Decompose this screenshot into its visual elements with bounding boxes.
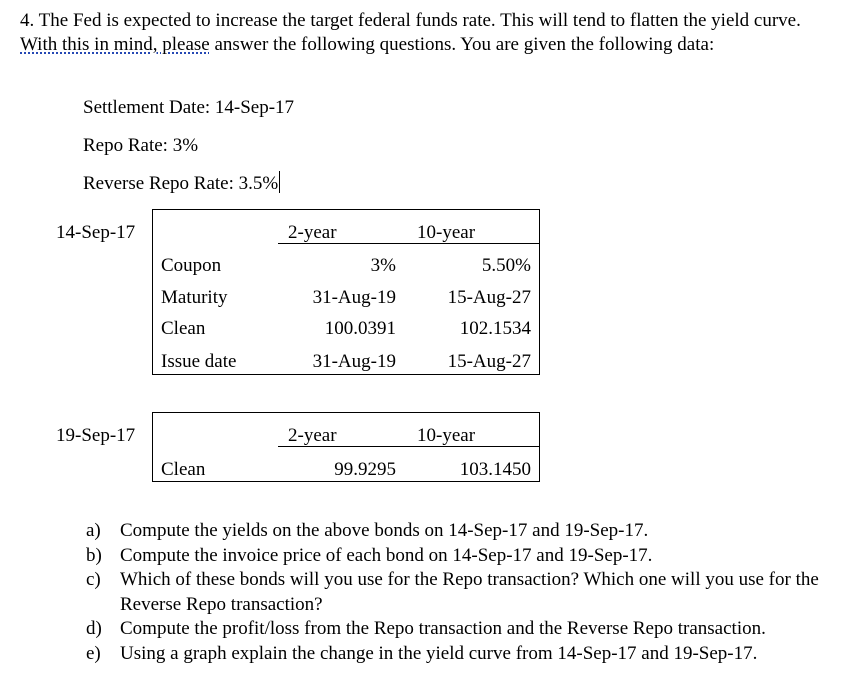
table1-header-2year: 2-year (288, 222, 337, 243)
table2-cell-2year: 99.9295 (334, 459, 396, 480)
table2-row-label: Clean (161, 459, 206, 480)
table1-cell-2year: 31-Aug-19 (312, 351, 396, 372)
question-text: Using a graph explain the change in the yield curve from 14-Sep-17 and 19-Sep-17. (120, 642, 758, 664)
settlement-date: Settlement Date: 14-Sep-17 (83, 97, 295, 118)
text-cursor (279, 171, 280, 193)
intro-text-1: 4. The Fed is expected to increase the target federal funds rate. This will tend to flatten the yield curve. (20, 10, 801, 31)
table2 (152, 412, 540, 482)
question-label: b) (86, 544, 102, 566)
table1-cell-2year: 3% (370, 255, 396, 276)
reverse-repo-rate[interactable] (83, 171, 280, 196)
question-label: c) (86, 569, 101, 590)
table1-row-label: Clean (161, 318, 206, 339)
table2-date: 19-Sep-17 (56, 425, 136, 446)
question-text: Compute the invoice price of each bond on 14-Sep-17 and 19-Sep-17. (120, 544, 653, 566)
question-text: Compute the profit/loss from the Repo transaction and the Reverse Repo transaction. (120, 618, 766, 639)
table1-header-10year: 10-year (417, 222, 476, 243)
intro-text-underlined: With this in mind, please (20, 34, 210, 55)
table2-header-rule (278, 446, 539, 447)
table1-row-label: Maturity (161, 287, 228, 308)
table1-row-label: Issue date (161, 351, 237, 372)
question-text: Which of these bonds will you use for the Repo transaction? Which one will you use for the Reverse Repo transaction? (120, 569, 819, 615)
question-label: e) (86, 642, 101, 664)
table2-header-2year: 2-year (288, 425, 337, 446)
table1-cell-10year: 15-Aug-27 (447, 287, 531, 308)
question-item (86, 568, 846, 617)
question-item (86, 617, 846, 642)
table1-cell-2year: 31-Aug-19 (312, 287, 396, 308)
table1-cell-2year: 100.0391 (324, 318, 396, 339)
table2-cell-10year: 103.1450 (459, 459, 531, 480)
reverse-repo-rate-text: Reverse Repo Rate: 3.5% (83, 173, 279, 194)
question-label: d) (86, 618, 102, 639)
intro-paragraph (20, 9, 840, 57)
table1-cell-10year: 102.1534 (459, 318, 531, 339)
question-item (86, 519, 846, 544)
question-text: Compute the yields on the above bonds on 14-Sep-17 and 19-Sep-17. (120, 520, 649, 541)
table1-header-rule (278, 243, 539, 244)
table2-header-10year: 10-year (417, 425, 476, 446)
table1-row-label: Coupon (161, 255, 222, 276)
question-item (86, 544, 846, 569)
questions-list (86, 519, 846, 666)
table1-cell-10year: 5.50% (481, 255, 531, 276)
repo-rate: Repo Rate: 3% (83, 135, 199, 156)
question-label: a) (86, 520, 101, 541)
table1-cell-10year: 15-Aug-27 (447, 351, 531, 372)
table1-date: 14-Sep-17 (56, 222, 136, 243)
table1 (152, 209, 540, 375)
intro-text-2: answer the following questions. You are given the following data: (209, 34, 715, 55)
question-item (86, 642, 846, 667)
